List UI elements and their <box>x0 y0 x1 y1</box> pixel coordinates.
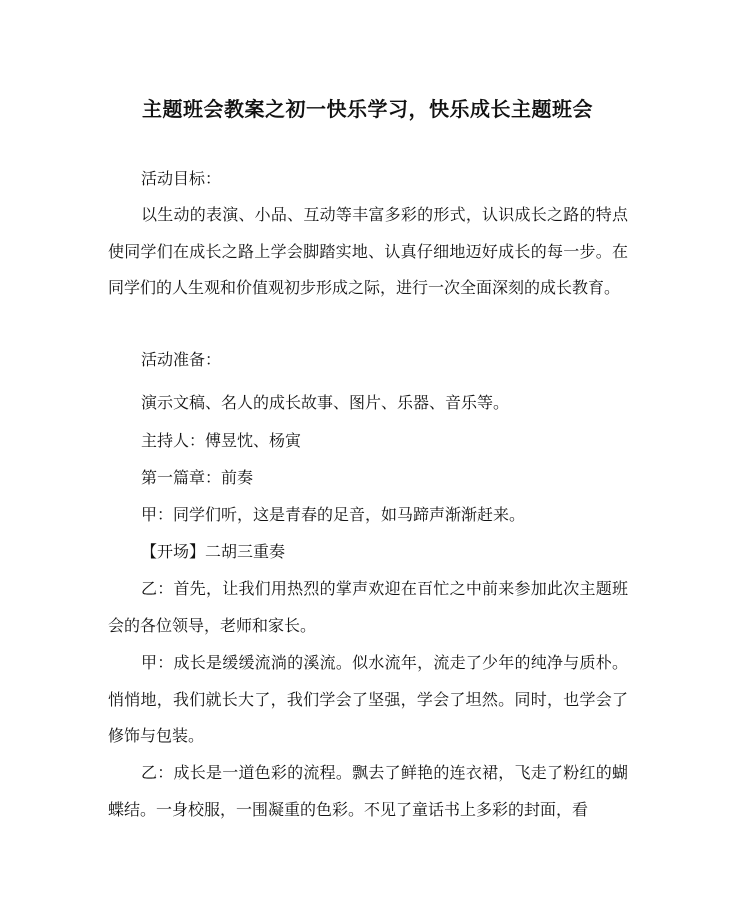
paragraph-activity-goal-heading: 活动目标： <box>141 169 222 188</box>
paragraph-activity-prep-heading: 活动准备： <box>141 350 222 369</box>
paragraph-dialogue-4: 乙：成长是一道色彩的流程。飘去了鲜艳的连衣裙，飞走了粉红的蝴蝶结。一身校服，一围凝重的色彩。不见了童话书上多彩的封面，看 <box>108 763 628 819</box>
paragraph-activity-goal-body: 以生动的表演、小品、互动等丰富多彩的形式，认识成长之路的特点使同学们在成长之路上学会脚踏实地、认真仔细地迈好成长的每一步。在同学们的人生观和价值观初步形成之际，进行一次全面深刻的成长教育。 <box>108 205 628 297</box>
paragraph-dialogue-3: 甲：成长是缓缓流淌的溪流。似水流年，流走了少年的纯净与质朴。悄悄地，我们就长大了，我们学会了坚强，学会了坦然。同时，也学会了修饰与包装。 <box>108 653 628 745</box>
paragraph-chapter-one: 第一篇章：前奏 <box>141 468 254 487</box>
paragraph-dialogue-1: 甲：同学们听，这是青春的足音，如马蹄声渐渐赶来。 <box>141 505 526 524</box>
paragraph-hosts: 主持人：傅昱忱、杨寅 <box>141 431 302 450</box>
paragraph-dialogue-2: 乙：首先，让我们用热烈的掌声欢迎在百忙之中前来参加此次主题班会的各位领导，老师和家长。 <box>108 579 628 635</box>
paragraph-activity-prep-body: 演示文稿、名人的成长故事、图片、乐器、音乐等。 <box>141 393 510 412</box>
document-title: 主题班会教案之初一快乐学习，快乐成长主题班会 <box>142 97 593 121</box>
paragraph-opening: 【开场】二胡三重奏 <box>141 542 286 561</box>
